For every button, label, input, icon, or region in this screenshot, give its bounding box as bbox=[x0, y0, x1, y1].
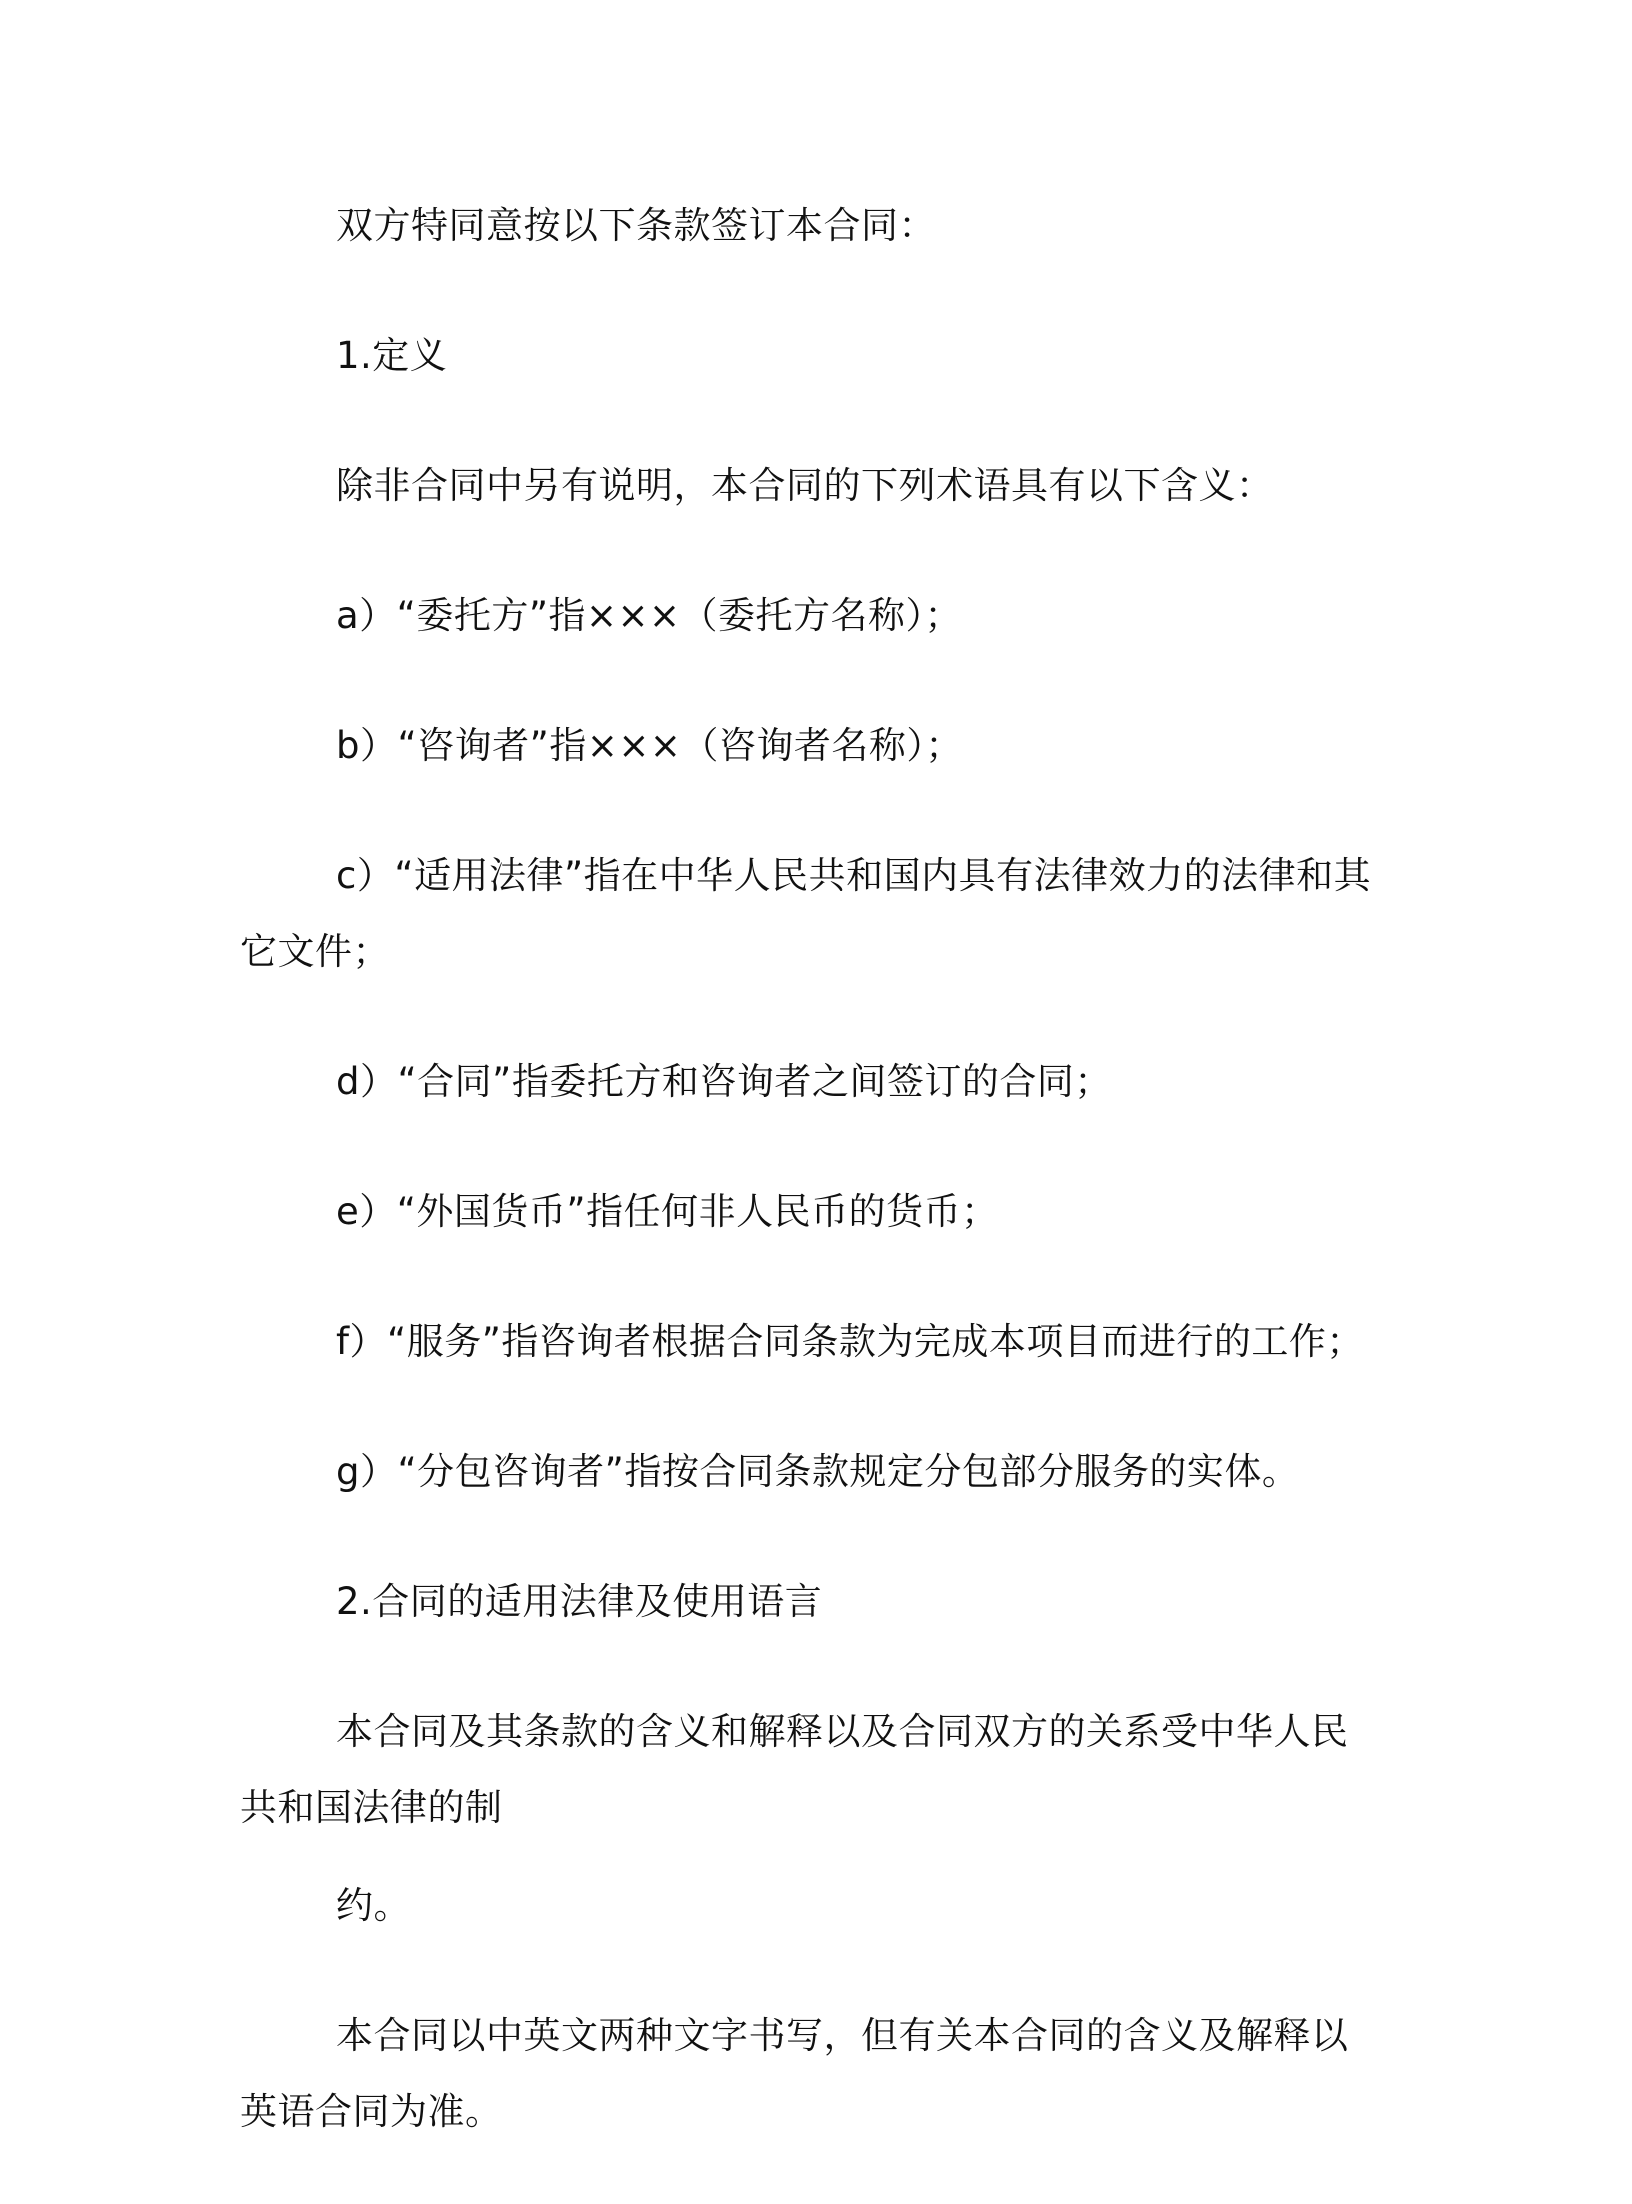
section-2-heading: 2.合同的适用法律及使用语言 bbox=[336, 1580, 823, 1623]
document-body bbox=[240, 188, 1380, 2204]
definition-c: c）“适用法律”指在中华人民共和国内具有法律效力的法律和其它文件； bbox=[240, 854, 1372, 973]
definition-b: b）“咨询者”指×××（咨询者名称）； bbox=[336, 724, 963, 767]
definitions-intro: 除非合同中另有说明，本合同的下列术语具有以下含义： bbox=[336, 464, 1274, 507]
section-1-heading: 1.定义 bbox=[336, 334, 448, 377]
definition-d: d）“合同”指委托方和咨询者之间签订的合同； bbox=[336, 1060, 1112, 1103]
agreement-intro: 双方特同意按以下条款签订本合同： bbox=[336, 204, 936, 247]
language-paragraph: 本合同以中英文两种文字书写，但有关本合同的含义及解释以英语合同为准。 bbox=[240, 2014, 1349, 2133]
governing-law-continuation: 约。 bbox=[336, 1884, 411, 1927]
definition-f: f）“服务”指咨询者根据合同条款为完成本项目而进行的工作； bbox=[336, 1320, 1364, 1363]
definition-e: e）“外国货币”指任何非人民币的货币； bbox=[336, 1190, 999, 1233]
definition-g: g）“分包咨询者”指按合同条款规定分包部分服务的实体。 bbox=[336, 1450, 1300, 1493]
definition-a: a）“委托方”指×××（委托方名称）； bbox=[336, 594, 963, 637]
governing-law-paragraph: 本合同及其条款的含义和解释以及合同双方的关系受中华人民共和国法律的制 bbox=[240, 1710, 1349, 1829]
